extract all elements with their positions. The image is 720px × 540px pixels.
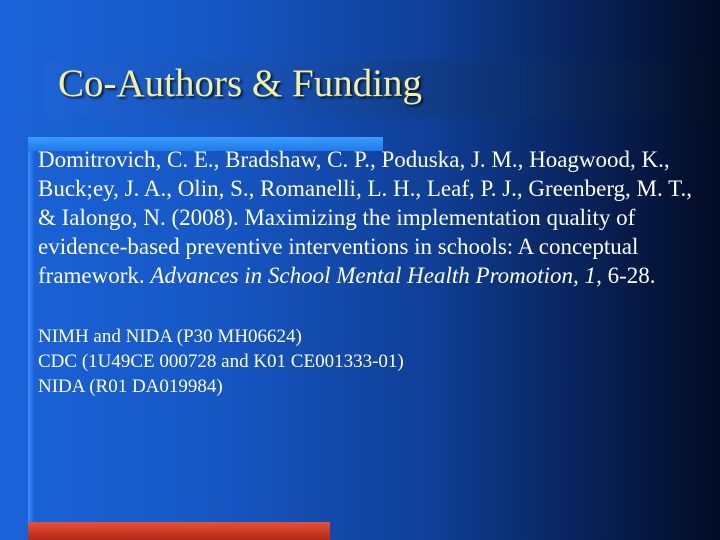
bottom-accent-bar [28,522,330,540]
funding-list [38,324,708,399]
funding-item: CDC (1U49CE 000728 and K01 CE001333-01) [38,351,404,372]
citation-pages: , 6-28. [596,263,656,288]
citation-journal: Advances in School Mental Health Promotion, 1 [150,263,597,288]
slide-title: Co-Authors & Funding [58,62,423,105]
citation [38,145,708,290]
slide-content [38,145,708,399]
funding-item: NIMH and NIDA (P30 MH06624) [38,326,302,347]
citation-text: Domitrovich, C. E., Bradshaw, C. P., Poduska, J. M., Hoagwood, K., Buck;ey, J. A., Olin, S., Romanelli, L. H., Leaf, P. J., Greenberg, M. T., & Ialongo, N. (2008). Maximizing the implementation quality of evidence-based preventive interventions in schools: A conceptual framework. [38,147,692,288]
left-accent-bar [28,140,34,540]
funding-item: NIDA (R01 DA019984) [38,376,223,397]
